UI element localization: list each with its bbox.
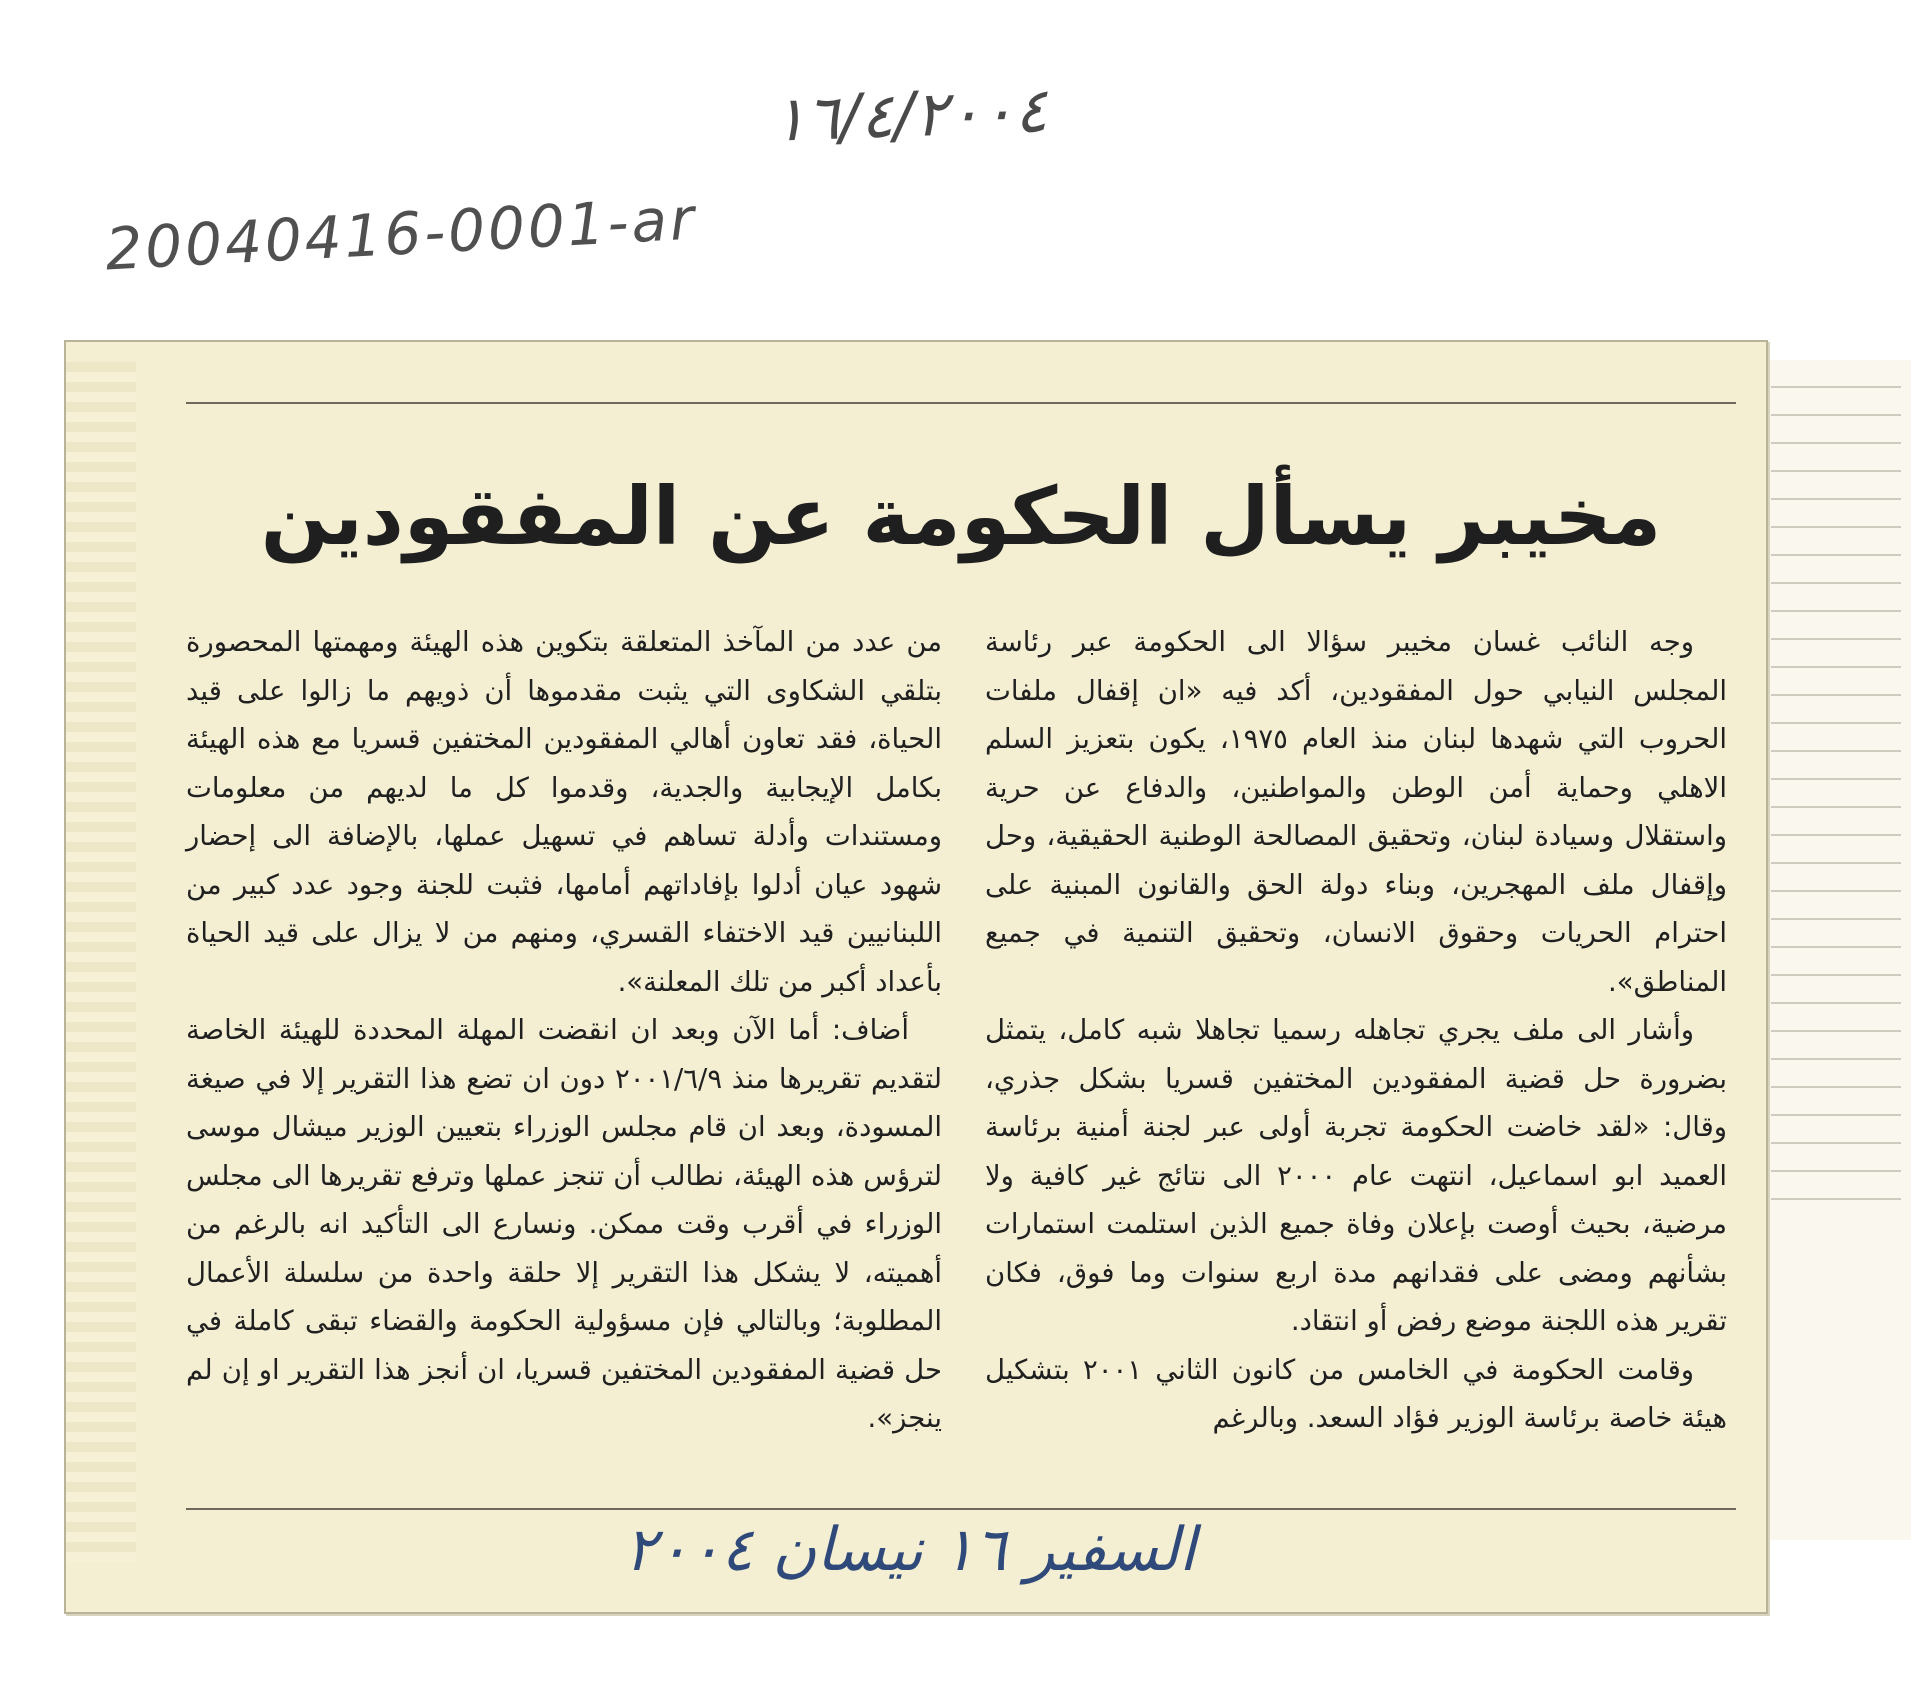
handwritten-source-note: السفير ١٦ نيسان ٢٠٠٤ [624, 1515, 1196, 1585]
adjacent-clipping-edge [1760, 360, 1911, 1540]
article-paragraph: وجه النائب غسان مخيبر سؤالا الى الحكومة عبر رئاسة المجلس النيابي حول المفقودين، أكد فيه «ان إقفال ملفات الحروب التي شهدها لبنان منذ العام ١٩٧٥، يكون بتعزيز السلم الاهلي وحماية أمن الوطن والمواطنين، والدفاع عن حرية واستقلال وسيادة لبنان، وتحقيق المصالحة الوطنية الحقيقية، وحل وإقفال ملف المهجرين، وبناء دولة الحق والقانون المبنية على احترام الحريات وحقوق الانسان، وتحقيق التنمية في جميع المناطق». [985, 626, 1727, 998]
article-paragraph: أضاف: أما الآن وبعد ان انقضت المهلة المحددة للهيئة الخاصة لتقديم تقريرها منذ ٢٠٠١/٦/٩ دون ان تضع هذا التقرير إلا في صيغة المسودة، وبعد ان قام مجلس الوزراء بتعيين الوزير ميشال موسى لترؤس هذه الهيئة، نطالب أن تنجز عملها وترفع تقريرها الى مجلس الوزراء في أقرب وقت ممكن. ونسارع الى التأكيد انه بالرغم من أهميته، لا يشكل هذا التقرير إلا حلقة واحدة من سلسلة الأعمال المطلوبة؛ وبالتالي فإن مسؤولية الحكومة والقضاء تبقى كاملة في حل قضية المفقودين المختفين قسريا، ان أنجز هذا التقرير او إن لم ينجز». [186, 1014, 942, 1434]
handwritten-archive-code: 20040416-0001-ar [103, 184, 699, 284]
article-column-left [186, 618, 942, 1443]
handwritten-date: ١٦/٤/٢٠٠٤ [771, 73, 1049, 156]
article-column-right [985, 618, 1727, 1443]
article-headline: مخيبر يسأل الحكومة عن المفقودين [260, 470, 1662, 563]
bottom-rule [186, 1508, 1736, 1510]
article-paragraph: وأشار الى ملف يجري تجاهله رسميا تجاهلا شبه كامل، يتمثل بضرورة حل قضية المفقودين المختفين قسريا بشكل جذري، وقال: «لقد خاضت الحكومة تجربة أولى عبر لجنة أمنية برئاسة العميد ابو اسماعيل، انتهت عام ٢٠٠٠ الى نتائج غير كافية ولا مرضية، بحيث أوصت بإعلان وفاة جميع الذين استلمت استمارات بشأنهم ومضى على فقدانهم مدة اربع سنوات وما فوق، فكان تقرير هذه اللجنة موضع رفض أو انتقاد. [985, 1014, 1727, 1337]
article-paragraph: من عدد من المآخذ المتعلقة بتكوين هذه الهيئة ومهمتها المحصورة بتلقي الشكاوى التي يثبت مقدموها أن ذويهم ما زالوا على قيد الحياة، فقد تعاون أهالي المفقودين المختفين قسريا مع هذه الهيئة بكامل الإيجابية والجدية، وقدموا كل ما لديهم من معلومات ومستندات وأدلة تساهم في تسهيل عملها، بالإضافة الى إحضار شهود عيان أدلوا بإفاداتهم أمامها، فثبت للجنة وجود عدد كبير من اللبنانيين قيد الاختفاء القسري، ومنهم من لا يزال على قيد الحياة بأعداد أكبر من تلك المعلنة». [186, 626, 942, 998]
top-rule [186, 402, 1736, 404]
article-paragraph: وقامت الحكومة في الخامس من كانون الثاني ٢٠٠١ بتشكيل هيئة خاصة برئاسة الوزير فؤاد السعد. وبالرغم [985, 1353, 1727, 1434]
